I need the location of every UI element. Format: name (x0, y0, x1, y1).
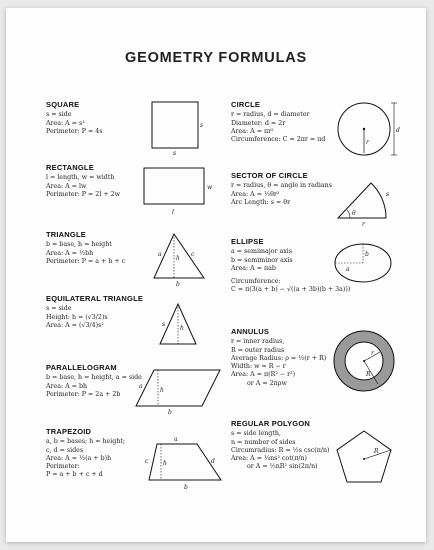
trapezoid-top-base-label: a (174, 436, 178, 443)
regular-polygon-figure (331, 426, 397, 488)
formula-line: Area: A = πr² (231, 127, 274, 135)
trapezoid-section (46, 428, 125, 480)
section-heading: RECTANGLE (46, 163, 94, 172)
triangle-base-label: b (176, 281, 180, 288)
formula-line: C ≈ π(3(a + b) − √((a + 3b)(b + 3a))) (231, 286, 351, 294)
formula-line: Arc Length: s = θr (231, 198, 291, 206)
section-heading: PARALLELOGRAM (46, 363, 117, 372)
formula-line: Area: A = ¼ns² cot(π/n) (231, 455, 307, 463)
section-heading: CIRCLE (231, 100, 261, 109)
formula-line: Perimeter: P = 2l + 2w (46, 190, 121, 198)
annulus-inner-radius-label: r (371, 350, 374, 357)
circle-section (231, 101, 325, 144)
sector-section (231, 172, 332, 207)
equilateral-height-label: h (180, 325, 184, 332)
formula-line: Perimeter: P = a + b + c (46, 257, 126, 265)
formula-line: or A = ½nR² sin(2π/n) (247, 463, 318, 471)
square-section (46, 101, 103, 136)
formula-line: or A = 2πρw (247, 379, 287, 387)
formula-line: Perimeter: P = 4s (46, 127, 103, 135)
rectangle-width-label: w (207, 184, 213, 191)
formula-line: Area: A = lw (46, 182, 87, 190)
page-title: GEOMETRY FORMULAS (125, 50, 307, 66)
section-heading: TRIANGLE (46, 230, 86, 239)
sector-radius-label: r (362, 221, 365, 228)
triangle-figure (146, 230, 216, 288)
annulus-section (231, 328, 326, 388)
formula-line: s = side (46, 305, 72, 313)
section-heading: EQUILATERAL TRIANGLE (46, 294, 144, 303)
triangle-section (46, 231, 125, 266)
trapezoid-side-d-label: d (211, 458, 215, 465)
section-heading: REGULAR POLYGON (231, 419, 310, 428)
formula-line: b = base, h = height, a = side (46, 374, 142, 382)
formula-line: a, b = bases; h = height; (46, 438, 126, 446)
formula-line: P = a + b + c + d (46, 471, 103, 479)
trapezoid-figure (131, 433, 231, 491)
section-heading: ANNULUS (231, 327, 270, 336)
annulus-figure (331, 328, 397, 394)
formula-line: Circumference: C = 2πr = πd (231, 136, 326, 144)
trapezoid-bottom-base-label: b (184, 484, 188, 491)
formula-line: Area: A = π(R² − r²) (231, 371, 296, 379)
formula-line: Area: A = s² (46, 119, 85, 127)
trapezoid-height-label: h (163, 460, 167, 467)
formula-line: Area: A = (√3/4)s² (46, 321, 104, 329)
formula-line: b = base, h = height (46, 241, 112, 249)
circle-figure (334, 98, 400, 160)
square-side-label: s (200, 122, 204, 129)
parallelogram-figure (126, 364, 226, 416)
formula-line: Area: A = ½θr² (231, 190, 280, 198)
formula-line: Diameter: d = 2r (231, 119, 286, 127)
equilateral-side-label: s (162, 321, 166, 328)
ellipse-semimajor-label: a (346, 266, 350, 273)
formula-line: Area: A = ½(a + b)h (46, 454, 112, 462)
sector-arc-label: s (386, 191, 390, 198)
formula-line: r = inner radius, (231, 338, 285, 346)
square-base-label: s (173, 150, 177, 157)
square-figure (146, 100, 206, 156)
triangle-height-label: h (176, 255, 180, 262)
parallelogram-height-label: h (160, 387, 164, 394)
formula-line: Circumference: (231, 278, 281, 286)
ellipse-semiminor-label: b (365, 251, 369, 258)
formula-line: s = side length, (231, 430, 281, 438)
trapezoid-side-c-label: c (145, 458, 149, 465)
formula-line: l = length, w = width (46, 174, 115, 182)
formula-line: Perimeter: (46, 463, 80, 471)
circle-radius-label: r (366, 139, 369, 146)
section-heading: TRAPEZOID (46, 427, 92, 436)
equilateral-triangle-section (46, 295, 143, 330)
ellipse-figure (331, 240, 401, 288)
formula-line: Average Radius: ρ = ½(r + R) (231, 354, 327, 362)
formula-line: b = semiminor axis (231, 256, 293, 264)
triangle-side-a-label: a (158, 251, 162, 258)
formula-line: Width: w = R − r (231, 363, 286, 371)
triangle-side-c-label: c (191, 251, 195, 258)
formula-line: Area: A = ½bh (46, 249, 94, 257)
formula-line: a = semimajor axis (231, 248, 293, 256)
formula-line: r = radius, θ = angle in radians (231, 182, 332, 190)
formula-line: Perimeter: P = 2a + 2b (46, 390, 121, 398)
formula-line: Circumradius: R = ½s csc(π/n) (231, 446, 330, 454)
formula-line: c, d = sides (46, 446, 84, 454)
annulus-outer-radius-label: R (366, 371, 371, 378)
sector-angle-label: θ (352, 210, 356, 217)
formula-line: Area: A = πab (231, 264, 276, 272)
rectangle-section (46, 164, 120, 199)
formula-line: Area: A = bh (46, 382, 88, 390)
formula-line: Height: h = (√3/2)s (46, 313, 108, 321)
formula-line: r = radius, d = diameter (231, 111, 310, 119)
circle-diameter-label: d (396, 127, 400, 134)
formula-line: R = outer radius (231, 346, 285, 354)
rectangle-length-label: l (172, 209, 174, 216)
section-heading: ELLIPSE (231, 237, 264, 246)
formula-line: n = number of sides (231, 438, 296, 446)
formula-sheet (6, 8, 426, 542)
equilateral-triangle-figure (156, 298, 206, 350)
section-heading: SECTOR OF CIRCLE (231, 171, 308, 180)
parallelogram-side-label: a (139, 383, 143, 390)
rectangle-figure (136, 166, 216, 218)
regular-polygon-section (231, 420, 329, 472)
section-heading: SQUARE (46, 100, 80, 109)
formula-line: s = side (46, 111, 72, 119)
parallelogram-base-label: b (168, 409, 172, 416)
sector-figure (326, 170, 396, 228)
polygon-circumradius-label: R (374, 448, 379, 455)
